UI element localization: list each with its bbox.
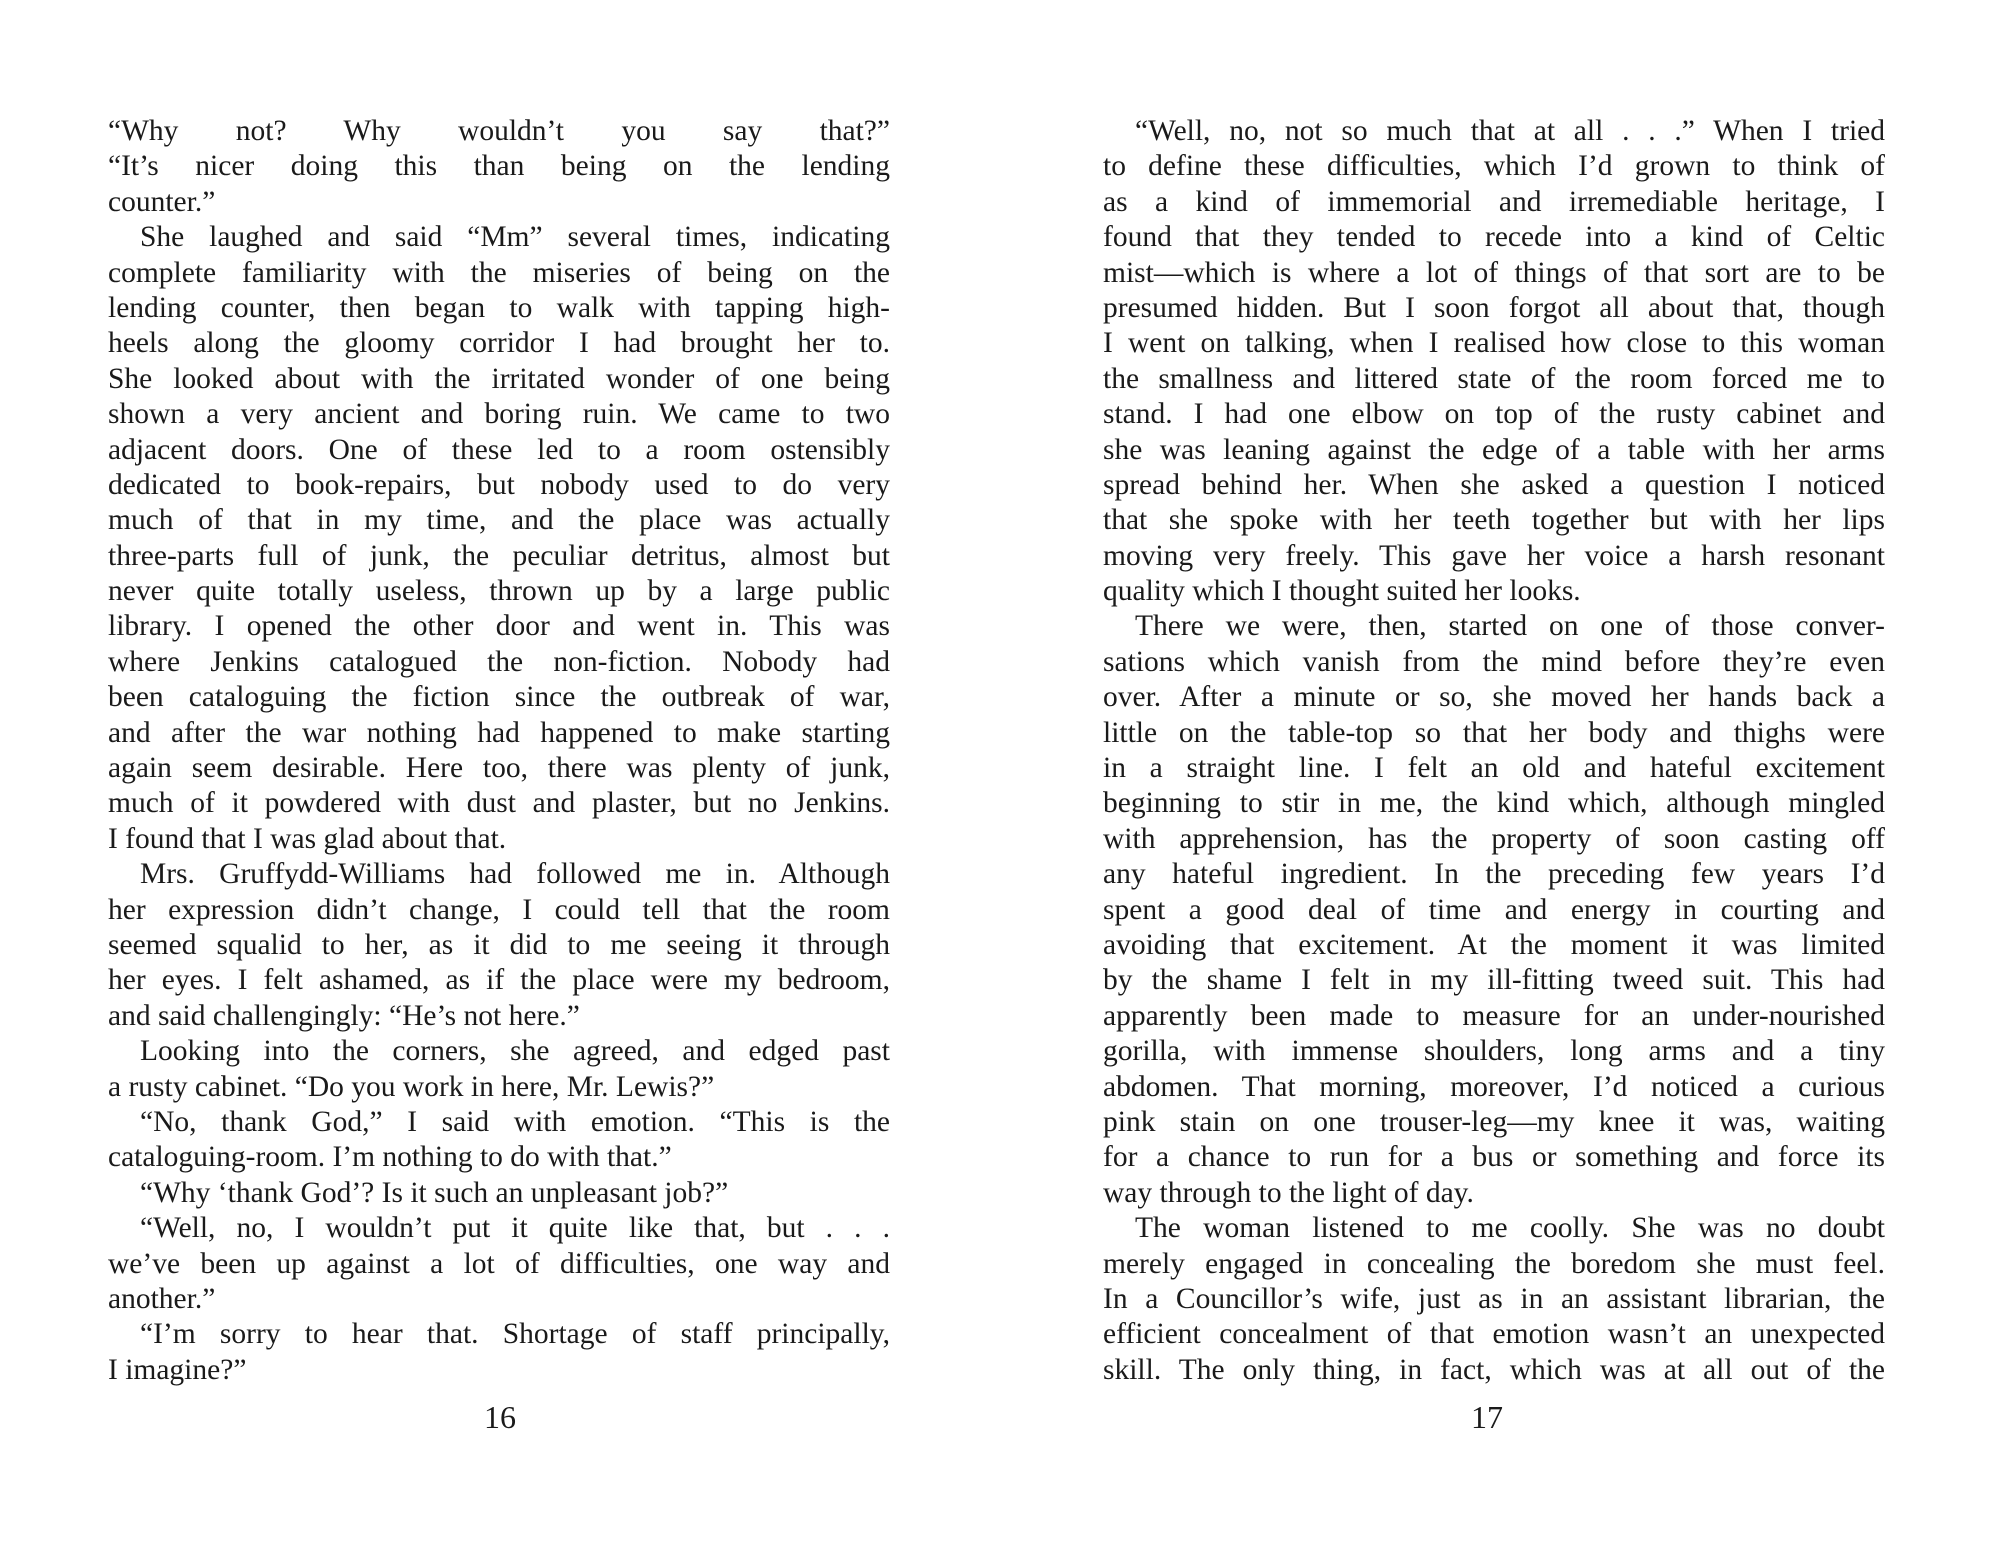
text-line: for a chance to run for a bus or something and force its bbox=[1103, 1141, 1885, 1174]
text-line: three-parts full of junk, the peculiar detritus, almost but bbox=[108, 539, 890, 572]
text-line: moving very freely. This gave her voice a harsh resonant bbox=[1103, 539, 1885, 572]
text-line: library. I opened the other door and went in. This was bbox=[108, 610, 890, 643]
text-line: “Why not? Why wouldn’t you say that?” bbox=[108, 115, 890, 147]
text-line: spread behind her. When she asked a question I noticed bbox=[1103, 468, 1885, 501]
text-line: way through to the light of day. bbox=[1103, 1176, 1474, 1209]
text-line: Looking into the corners, she agreed, and edged past bbox=[140, 1035, 890, 1068]
text-line: abdomen. That morning, moreover, I’d noticed a curious bbox=[1103, 1070, 1885, 1103]
text-line: Mrs. Gruffydd-Williams had followed me in. Although bbox=[140, 858, 890, 891]
text-line: little on the table-top so that her body and thighs were bbox=[1103, 716, 1885, 749]
right-page-text bbox=[1103, 114, 1885, 1388]
text-line: I found that I was glad about that. bbox=[108, 822, 507, 855]
text-line: over. After a minute or so, she moved her hands back a bbox=[1103, 681, 1885, 714]
text-line: seemed squalid to her, as it did to me seeing it through bbox=[108, 928, 890, 961]
text-line: where Jenkins catalogued the non-fiction. Nobody had bbox=[108, 645, 890, 678]
text-line: avoiding that excitement. At the moment it was limited bbox=[1103, 928, 1885, 961]
text-line: complete familiarity with the miseries of being on the bbox=[108, 256, 890, 289]
text-line: and after the war nothing had happened to make starting bbox=[108, 716, 890, 749]
text-line: she was leaning against the edge of a table with her arms bbox=[1103, 433, 1885, 466]
text-line: adjacent doors. One of these led to a room ostensibly bbox=[108, 433, 890, 466]
text-line: presumed hidden. But I soon forgot all about that, though bbox=[1103, 291, 1885, 324]
page-number-right: 17 bbox=[1471, 1399, 1503, 1435]
text-line: cataloguing-room. I’m nothing to do with that.” bbox=[108, 1141, 672, 1174]
text-line: shown a very ancient and boring ruin. We came to two bbox=[108, 398, 890, 431]
text-line: “It’s nicer doing this than being on the lending bbox=[108, 150, 890, 183]
page-number-left: 16 bbox=[484, 1399, 516, 1435]
text-line: There we were, then, started on one of those conver- bbox=[1135, 610, 1885, 643]
text-line: apparently been made to measure for an under-nourished bbox=[1103, 999, 1885, 1032]
left-page-text bbox=[108, 114, 890, 1388]
text-line: a rusty cabinet. “Do you work in here, Mr. Lewis?” bbox=[108, 1070, 715, 1103]
text-line: sations which vanish from the mind before they’re even bbox=[1103, 645, 1885, 678]
text-line: I went on talking, when I realised how close to this woman bbox=[1103, 327, 1885, 360]
text-line: and said challengingly: “He’s not here.” bbox=[108, 999, 580, 1032]
text-line: efficient concealment of that emotion wasn’t an unexpected bbox=[1103, 1318, 1885, 1351]
text-line: dedicated to book-repairs, but nobody used to do very bbox=[108, 468, 890, 501]
text-line: In a Councillor’s wife, just as in an assistant librarian, the bbox=[1103, 1282, 1885, 1315]
text-line: any hateful ingredient. In the preceding few years I’d bbox=[1103, 858, 1885, 891]
text-line: beginning to stir in me, the kind which, although mingled bbox=[1103, 787, 1885, 820]
text-line: counter.” bbox=[108, 185, 216, 218]
text-line: I imagine?” bbox=[108, 1353, 247, 1386]
text-line: merely engaged in concealing the boredom she must feel. bbox=[1103, 1247, 1885, 1280]
text-line: her eyes. I felt ashamed, as if the place were my bedroom, bbox=[108, 964, 890, 997]
text-line: never quite totally useless, thrown up by a large public bbox=[108, 575, 890, 608]
text-line: found that they tended to recede into a kind of Celtic bbox=[1103, 221, 1885, 254]
text-line: in a straight line. I felt an old and hateful excitement bbox=[1103, 752, 1885, 785]
text-line: heels along the gloomy corridor I had brought her to. bbox=[108, 327, 890, 360]
text-line: mist—which is where a lot of things of that sort are to be bbox=[1103, 256, 1885, 289]
text-line: that she spoke with her teeth together but with her lips bbox=[1103, 504, 1885, 537]
text-line: skill. The only thing, in fact, which was at all out of the bbox=[1103, 1353, 1885, 1386]
text-line: “Why ‘thank God’? Is it such an unpleasant job?” bbox=[140, 1176, 729, 1209]
text-line: quality which I thought suited her looks. bbox=[1103, 575, 1581, 608]
text-line: She laughed and said “Mm” several times, indicating bbox=[140, 221, 890, 254]
text-line: much of it powdered with dust and plaster, but no Jenkins. bbox=[108, 787, 890, 820]
text-line: to define these difficulties, which I’d grown to think of bbox=[1103, 150, 1885, 183]
text-line: her expression didn’t change, I could tell that the room bbox=[108, 893, 890, 926]
text-line: we’ve been up against a lot of difficulties, one way and bbox=[108, 1247, 890, 1280]
text-line: by the shame I felt in my ill-fitting tweed suit. This had bbox=[1103, 964, 1885, 997]
text-line: “Well, no, I wouldn’t put it quite like that, but . . . bbox=[140, 1212, 890, 1245]
text-line: She looked about with the irritated wonder of one being bbox=[108, 362, 890, 395]
text-line: lending counter, then began to walk with tapping high- bbox=[108, 291, 890, 324]
text-line: as a kind of immemorial and irremediable heritage, I bbox=[1103, 185, 1885, 218]
text-line: the smallness and littered state of the room forced me to bbox=[1103, 362, 1885, 395]
text-line: “Well, no, not so much that at all . . .” When I tried bbox=[1135, 115, 1885, 147]
text-line: been cataloguing the fiction since the outbreak of war, bbox=[108, 681, 890, 714]
text-line: much of that in my time, and the place was actually bbox=[108, 504, 890, 537]
text-line: with apprehension, has the property of soon casting off bbox=[1103, 822, 1885, 855]
text-line: “I’m sorry to hear that. Shortage of staff principally, bbox=[140, 1318, 890, 1351]
text-line: gorilla, with immense shoulders, long arms and a tiny bbox=[1103, 1035, 1885, 1068]
text-line: The woman listened to me coolly. She was no doubt bbox=[1135, 1212, 1885, 1245]
text-line: “No, thank God,” I said with emotion. “This is the bbox=[140, 1105, 890, 1138]
text-line: again seem desirable. Here too, there was plenty of junk, bbox=[108, 752, 890, 785]
text-line: spent a good deal of time and energy in courting and bbox=[1103, 893, 1885, 926]
text-line: pink stain on one trouser-leg—my knee it was, waiting bbox=[1103, 1105, 1885, 1138]
text-line: stand. I had one elbow on top of the rusty cabinet and bbox=[1103, 398, 1885, 431]
text-line: another.” bbox=[108, 1282, 216, 1315]
